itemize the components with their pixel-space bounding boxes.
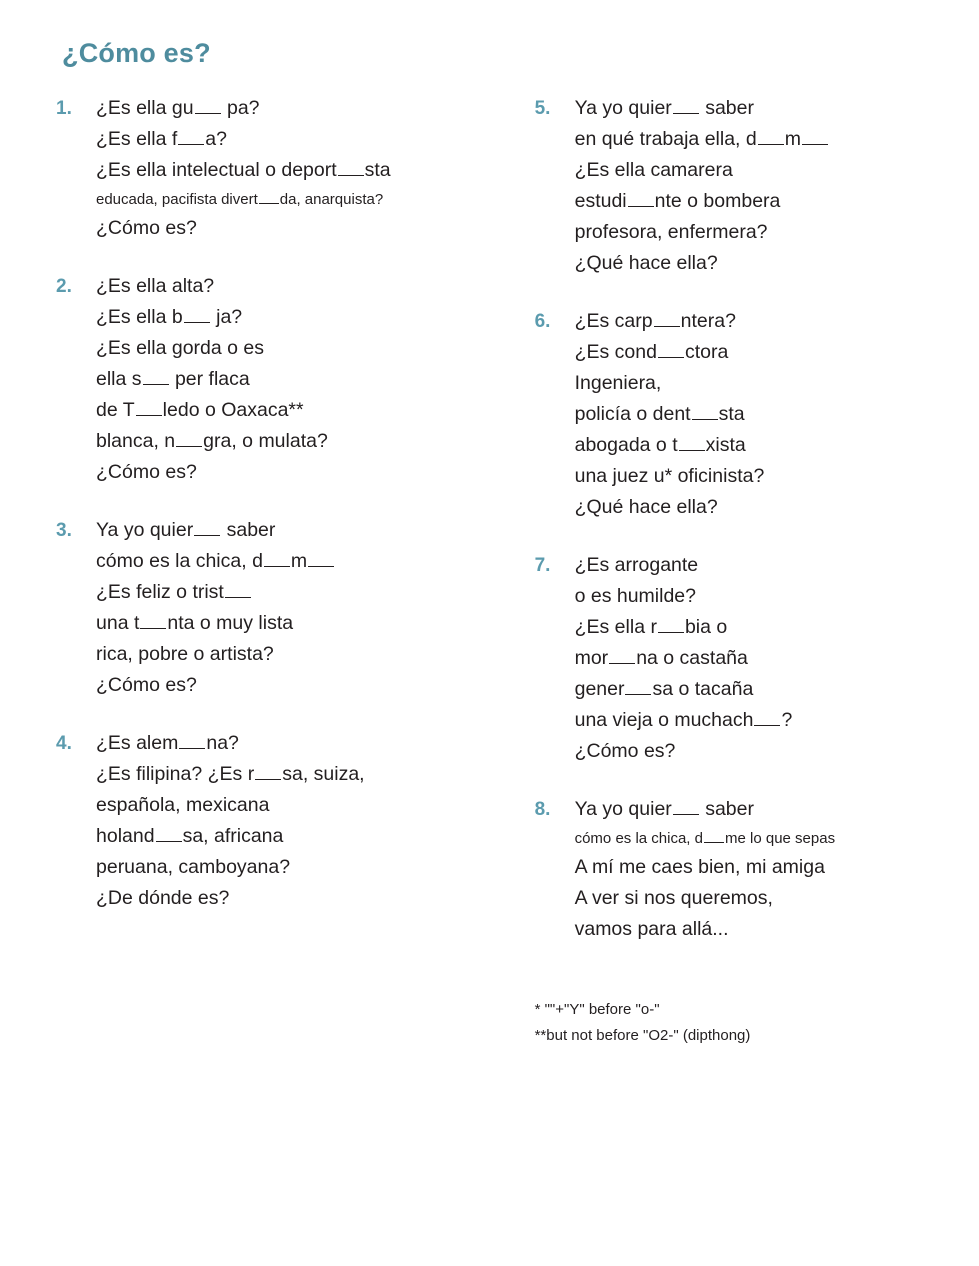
lyric-line <box>96 186 493 213</box>
fill-in-blank[interactable] <box>338 160 364 176</box>
lyric-text: ¿Es ella camarera <box>574 159 733 181</box>
fill-in-blank[interactable] <box>673 799 699 815</box>
lyric-line <box>96 852 493 883</box>
lyric-text: sa, africana <box>182 825 284 847</box>
lyric-line <box>96 457 493 488</box>
footnote: **but not before "O2-" (dipthong) <box>534 1027 751 1044</box>
lyric-text: de T <box>96 399 135 421</box>
lyric-line <box>575 883 933 914</box>
lyric-line <box>96 124 493 155</box>
lyric-text: m <box>290 550 308 572</box>
lyric-text: ntera? <box>680 310 736 332</box>
lyric-text: a? <box>205 128 227 150</box>
lyric-text: saber <box>699 798 754 820</box>
lyric-line <box>575 399 933 430</box>
lyric-line <box>96 395 493 426</box>
footnotes <box>535 997 933 1049</box>
lyric-text: ¿Es feliz o trist <box>96 581 224 603</box>
lyric-line <box>575 368 933 399</box>
lyric-line <box>575 705 933 736</box>
stanza <box>56 728 493 914</box>
lyric-text: cómo es la chica, d <box>96 550 263 572</box>
stanza <box>56 93 493 244</box>
lyric-line <box>575 155 933 186</box>
fill-in-blank[interactable] <box>179 733 205 749</box>
lyric-line <box>575 306 933 337</box>
lyric-text: ¿Es ella alta? <box>96 275 215 297</box>
lyric-line <box>96 577 493 608</box>
lyric-text: holand <box>96 825 155 847</box>
fill-in-blank[interactable] <box>308 551 334 567</box>
lyric-line <box>96 670 493 701</box>
lyric-line <box>575 186 933 217</box>
lyric-text: vamos para allá... <box>574 918 729 940</box>
fill-in-blank[interactable] <box>673 98 699 114</box>
stanza-number: 7. <box>534 555 551 576</box>
fill-in-blank[interactable] <box>194 520 220 536</box>
stanza-lines <box>575 794 933 945</box>
stanza-number: 3. <box>56 520 72 541</box>
lyric-line <box>575 550 933 581</box>
lyric-text: ¿Cómo es? <box>96 461 197 483</box>
lyric-text: ¿Es arrogante <box>574 554 699 576</box>
lyric-text: pa? <box>221 97 260 119</box>
column-left <box>56 93 493 1049</box>
fill-in-blank[interactable] <box>625 679 651 695</box>
stanza <box>535 794 933 945</box>
stanza-number: 5. <box>534 98 551 119</box>
stanza <box>535 550 933 767</box>
fill-in-blank[interactable] <box>255 764 281 780</box>
fill-in-blank[interactable] <box>259 191 279 204</box>
lyric-text: ? <box>781 709 793 731</box>
fill-in-blank[interactable] <box>758 129 784 145</box>
lyric-text: per flaca <box>169 368 250 390</box>
lyric-line <box>96 515 493 546</box>
lyric-line <box>575 612 933 643</box>
lyric-text: ¿Es cond <box>574 341 657 363</box>
lyric-text: una t <box>96 612 140 634</box>
stanza-lines <box>96 515 493 701</box>
lyric-line <box>96 213 493 244</box>
stanza <box>535 93 933 279</box>
lyric-text: en qué trabaja ella, d <box>574 128 757 150</box>
stanza-lines <box>96 728 493 914</box>
lyric-text: saber <box>699 97 754 119</box>
lyric-text: ¿Qué hace ella? <box>574 252 718 274</box>
lyric-line <box>575 914 933 945</box>
lyric-line <box>96 883 493 914</box>
fill-in-blank[interactable] <box>754 710 780 726</box>
lyric-text: ctora <box>684 341 729 363</box>
lyric-line <box>575 248 933 279</box>
stanza-lines <box>575 93 933 279</box>
lyric-text: ¿Es ella intelectual o deport <box>96 159 337 181</box>
lyric-text: policía o dent <box>574 403 691 425</box>
lyric-text: abogada o t <box>574 434 678 456</box>
lyric-line <box>575 643 933 674</box>
lyric-text: ¿Qué hace ella? <box>574 496 718 518</box>
lyric-text: mor <box>574 647 609 669</box>
fill-in-blank[interactable] <box>658 617 684 633</box>
fill-in-blank[interactable] <box>225 582 251 598</box>
lyric-text: A mí me caes bien, mi amiga <box>574 856 825 878</box>
lyric-text: ¿De dónde es? <box>96 887 230 909</box>
stanza-number: 1. <box>56 98 72 119</box>
fill-in-blank[interactable] <box>692 404 718 420</box>
lyric-text: cómo es la chica, d <box>574 830 703 847</box>
fill-in-blank[interactable] <box>654 311 680 327</box>
lyric-text: gra, o mulata? <box>203 430 328 452</box>
stanza-lines <box>96 271 493 488</box>
lyric-text: educada, pacifista divert <box>96 191 258 208</box>
lyric-line <box>575 492 933 523</box>
lyric-text: ¿Es alem <box>96 732 179 754</box>
lyric-text: ¿Cómo es? <box>96 217 197 239</box>
lyric-text: me lo que sepas <box>725 830 836 847</box>
lyric-text: profesora, enfermera? <box>574 221 768 243</box>
stanza <box>535 306 933 523</box>
lyric-line <box>575 430 933 461</box>
lyric-line <box>575 581 933 612</box>
lyric-line <box>575 825 933 852</box>
lyric-text: peruana, camboyana? <box>96 856 291 878</box>
lyric-line <box>575 337 933 368</box>
lyric-text: na? <box>206 732 239 754</box>
lyric-text: Ingeniera, <box>574 372 662 394</box>
lyric-text: estudi <box>574 190 627 212</box>
lyric-text: na o castaña <box>636 647 748 669</box>
fill-in-blank[interactable] <box>143 369 169 385</box>
lyric-text: ¿Es filipina? ¿Es r <box>96 763 255 785</box>
lyric-text: una juez u* oficinista? <box>574 465 765 487</box>
fill-in-blank[interactable] <box>136 400 162 416</box>
lyric-text: gener <box>574 678 625 700</box>
lyric-line <box>575 217 933 248</box>
fill-in-blank[interactable] <box>704 830 724 843</box>
lyric-text: sa o tacaña <box>652 678 754 700</box>
lyric-text: saber <box>221 519 276 541</box>
two-column-layout <box>56 93 933 1049</box>
lyric-line <box>96 728 493 759</box>
lyric-line <box>96 271 493 302</box>
footnote: * ""+"Y" before "o-" <box>534 1001 660 1018</box>
stanza-lines <box>575 550 933 767</box>
lyric-line <box>96 333 493 364</box>
lyric-text: ¿Es carp <box>574 310 653 332</box>
lyric-line <box>575 124 933 155</box>
stanza <box>56 515 493 701</box>
fill-in-blank[interactable] <box>178 129 204 145</box>
column-right <box>493 93 933 1049</box>
lyric-text: blanca, n <box>96 430 176 452</box>
stanza-lines <box>96 93 493 244</box>
lyric-line <box>96 759 493 790</box>
lyric-text: una vieja o muchach <box>574 709 754 731</box>
lyric-text: sta <box>718 403 745 425</box>
lyric-line <box>96 426 493 457</box>
lyric-text: da, anarquista? <box>279 191 384 208</box>
lyric-line <box>96 546 493 577</box>
fill-in-blank[interactable] <box>628 191 654 207</box>
fill-in-blank[interactable] <box>658 342 684 358</box>
lyric-text: ledo o Oaxaca** <box>162 399 304 421</box>
fill-in-blank[interactable] <box>195 98 221 114</box>
lyric-text: ¿Es ella gorda o es <box>96 337 265 359</box>
stanza <box>56 271 493 488</box>
lyric-line <box>575 736 933 767</box>
fill-in-blank[interactable] <box>802 129 828 145</box>
lyric-text: sta <box>364 159 391 181</box>
fill-in-blank[interactable] <box>264 551 290 567</box>
lyric-text: ¿Es ella f <box>96 128 178 150</box>
lyric-text: española, mexicana <box>96 794 270 816</box>
lyric-text: Ya yo quier <box>574 798 672 820</box>
stanza-lines <box>575 306 933 523</box>
lyric-line <box>96 821 493 852</box>
lyric-text: ella s <box>96 368 142 390</box>
lyric-line <box>96 364 493 395</box>
lyric-text: ¿Es ella b <box>96 306 183 328</box>
lyric-text: o es humilde? <box>574 585 697 607</box>
lyric-line <box>575 794 933 825</box>
lyric-text: ¿Es ella gu <box>96 97 194 119</box>
lyric-line <box>96 639 493 670</box>
stanza-number: 8. <box>534 799 551 820</box>
lyric-line <box>96 608 493 639</box>
lyric-text: xista <box>705 434 746 456</box>
lyric-text: ja? <box>210 306 243 328</box>
lyric-text: sa, suiza, <box>282 763 365 785</box>
fill-in-blank[interactable] <box>140 613 166 629</box>
stanza-number: 6. <box>534 311 551 332</box>
lyric-line <box>575 461 933 492</box>
lyric-text: m <box>784 128 801 150</box>
lyric-text: ¿Es ella r <box>574 616 657 638</box>
lyric-line <box>96 155 493 186</box>
lyric-text: Ya yo quier <box>574 97 672 119</box>
lyric-text: nte o bombera <box>654 190 781 212</box>
stanza-number: 2. <box>56 276 72 297</box>
lyric-line <box>575 93 933 124</box>
fill-in-blank[interactable] <box>609 648 635 664</box>
lyric-text: ¿Cómo es? <box>96 674 197 696</box>
stanza-number: 4. <box>56 733 72 754</box>
lyric-line <box>575 852 933 883</box>
fill-in-blank[interactable] <box>176 431 202 447</box>
lyric-text: A ver si nos queremos, <box>574 887 773 909</box>
fill-in-blank[interactable] <box>679 435 705 451</box>
lyric-text: ¿Cómo es? <box>574 740 676 762</box>
fill-in-blank[interactable] <box>184 307 210 323</box>
fill-in-blank[interactable] <box>156 826 182 842</box>
lyric-line <box>96 93 493 124</box>
lyric-line <box>96 790 493 821</box>
lyric-text: bia o <box>684 616 728 638</box>
lyric-text: rica, pobre o artista? <box>96 643 274 665</box>
lyric-line <box>575 674 933 705</box>
lyric-text: nta o muy lista <box>167 612 294 634</box>
page-title: ¿Cómo es? <box>62 38 211 68</box>
lyric-line <box>96 302 493 333</box>
lyric-text: Ya yo quier <box>96 519 194 541</box>
